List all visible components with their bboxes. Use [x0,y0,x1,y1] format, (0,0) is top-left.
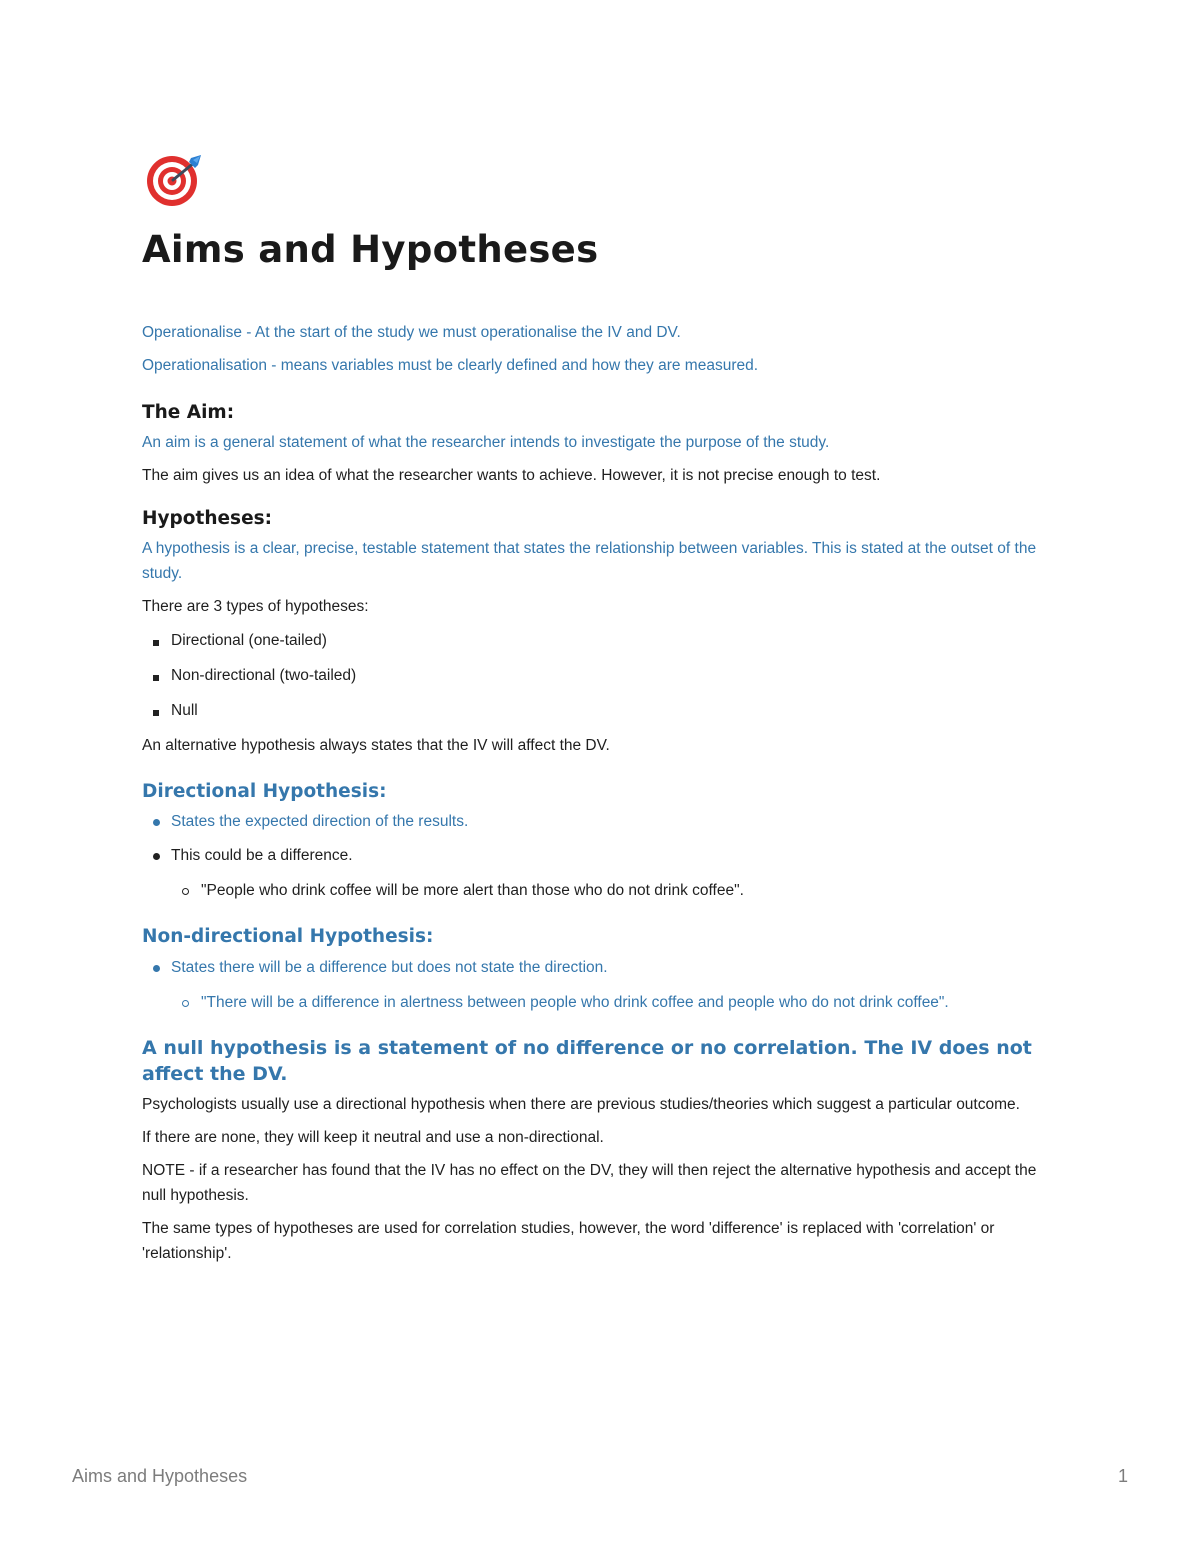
list-item: This could be a difference. [142,843,1057,868]
document-page [142,150,1057,1266]
list-item: Directional (one-tailed) [142,628,1057,653]
null-paragraph-4: The same types of hypotheses are used for correlation studies, however, the word 'difference' is replaced with 'correlation' or 'relationship'. [142,1220,995,1262]
heading-null-hypothesis: A null hypothesis is a statement of no difference or no correlation. The IV does not affect the DV. [142,1037,1032,1085]
direct-hit-target-icon [145,150,203,208]
aim-definition: An aim is a general statement of what the researcher intends to investigate the purpose of the study. [142,434,830,451]
aim-explanation: The aim gives us an idea of what the researcher wants to achieve. However, it is not precise enough to test. [142,467,881,484]
list-item: Non-directional (two-tailed) [142,663,1057,688]
list-item: Null [142,698,1057,723]
footer-title: Aims and Hypotheses [72,1466,248,1486]
list-item: States there will be a difference but does not state the direction. [142,955,1057,980]
footer-page-number: 1 [1117,1466,1128,1486]
null-paragraph-2: If there are none, they will keep it neutral and use a non-directional. [142,1129,604,1146]
hypothesis-types-intro: There are 3 types of hypotheses: [142,598,369,615]
list-item: States the expected direction of the results. [142,809,1057,834]
heading-non-directional-hypothesis: Non-directional Hypothesis: [142,926,434,947]
page-title: Aims and Hypotheses [142,228,599,271]
list-item: "There will be a difference in alertness between people who drink coffee and people who do not drink coffee". [142,990,1057,1015]
null-paragraph-1: Psychologists usually use a directional hypothesis when there are previous studies/theories which suggest a particular outcome. [142,1096,1020,1113]
list-item: "People who drink coffee will be more alert than those who do not drink coffee". [142,878,1057,903]
heading-directional-hypothesis: Directional Hypothesis: [142,781,387,802]
heading-hypotheses: Hypotheses: [142,508,273,529]
directional-list [142,809,1057,868]
heading-the-aim: The Aim: [142,402,235,423]
intro-operationalise: Operationalise - At the start of the study we must operationalise the IV and DV. [142,324,681,341]
intro-operationalisation: Operationalisation - means variables must be clearly defined and how they are measured. [142,357,759,374]
non-directional-example-list [142,990,1057,1015]
directional-example-list [142,878,1057,903]
null-paragraph-3: NOTE - if a researcher has found that the IV has no effect on the DV, they will then reject the alternative hypothesis and accept the null hypothesis. [142,1162,1037,1204]
non-directional-list [142,955,1057,980]
alternative-hypothesis-note: An alternative hypothesis always states that the IV will affect the DV. [142,737,610,754]
hypothesis-definition: A hypothesis is a clear, precise, testable statement that states the relationship between variables. This is stated at the outset of the study. [142,540,1037,582]
hypothesis-types-list [142,628,1057,723]
